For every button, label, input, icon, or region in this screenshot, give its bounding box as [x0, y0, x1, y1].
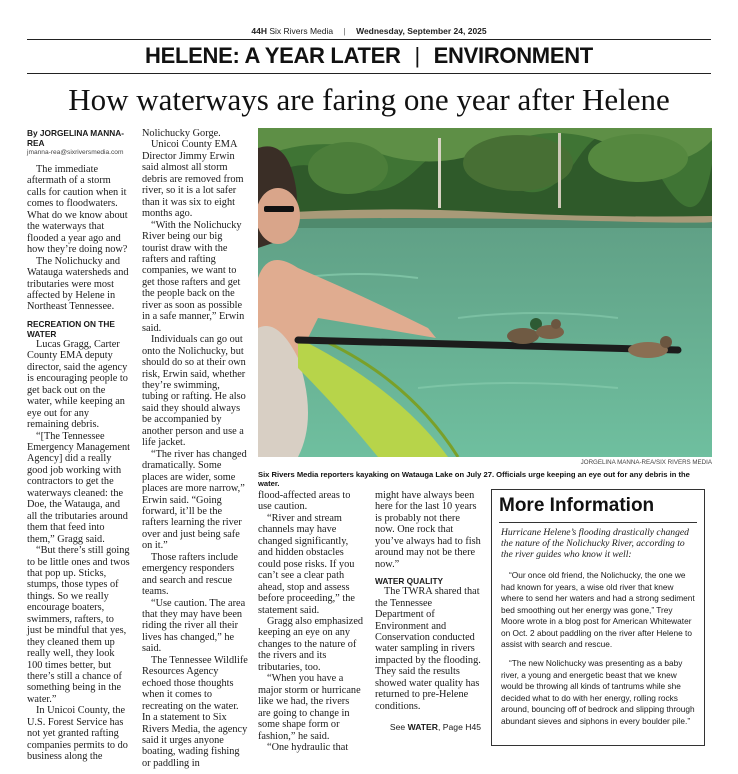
top-rule: [27, 39, 711, 40]
subhead-water-quality: WATER QUALITY: [375, 576, 444, 587]
photo-credit: JORGELINA MANNA-REA/SIX RIVERS MEDIA: [580, 459, 712, 466]
issue-date: Wednesday, September 24, 2025: [356, 26, 487, 36]
paragraph: The Tennessee Wildlife Resources Agency echoed those thoughts when it comes to recreating on the water. In a statement to Six Rivers Media, the agency said it urges anyone boating, wading fishing or paddling in: [142, 654, 248, 769]
section-divider: |: [414, 43, 420, 68]
kayak-photo-illustration: [258, 128, 712, 457]
subhead-recreation: RECREATION ON THE WATER: [27, 318, 115, 339]
infobox-quote-1: “Our once old friend, the Nolichucky, the one we had known for years, a wise old river that knew where to send her waters and had a strong sediment bed smoothing out her energy was gone,” Trey Moore wrote in a blog post for American Whitewater on Oct. 2 about paddling on the river after Helene to assist with search and rescue.: [501, 570, 695, 649]
article-column-1: [27, 128, 131, 763]
paragraph: might have always been here for the last 10 years is probably not there now. One rock that you’ve always had to fish around may not be there now.”: [375, 490, 481, 570]
section-right: ENVIRONMENT: [433, 43, 593, 68]
paragraph: Gragg also emphasized keeping an eye on any changes to the nature of the rivers and its tributaries, too.: [258, 615, 364, 673]
author-email[interactable]: jmanna-rea@sixriversmedia.com: [27, 149, 124, 156]
paragraph: flood-affected areas to use caution.: [258, 490, 351, 513]
infobox-quote-2: “The new Nolichucky was presenting as a baby river, a young and energetic beast that we knew would be throwing all kinds of tantrums while she decided what to do with her energy, rolling rocks around, bouncing off of bedrock and slipping through abundant sieves and siphons in every boulder pile.”: [501, 658, 695, 726]
section-rule: [27, 73, 711, 74]
article-column-4: [375, 490, 481, 734]
paragraph: Those rafters include emergency responders and search and rescue teams.: [142, 551, 238, 598]
publication-name: Six Rivers Media: [269, 26, 334, 36]
paragraph: Lucas Gragg, Carter County EMA deputy director, said the agency is encouraging people to get back out on the water, while keeping an eye out for any remaining debris.: [27, 338, 128, 431]
paragraph: The immediate aftermath of a storm calls for caution when it comes to floodwaters. What do we know about the waterways that flooded a year ago and how they’re doing now?: [27, 164, 128, 256]
section-banner: [0, 43, 738, 69]
kayak-photo: [258, 128, 712, 457]
article-column-3: [258, 490, 364, 753]
byline: By JORGELINA MANNA-REA: [27, 128, 124, 148]
jump-word: WATER: [407, 722, 438, 733]
paragraph: “River and stream channels may have changed significantly, and hidden obstacles could pose risks. If you can’t see a clear path ahead, stop and assess before proceeding,” the statement said.: [258, 512, 355, 616]
infobox-rule: [499, 522, 697, 523]
paragraph: “Use caution. The area that they may have been riding the river all their lives has changed,” he said.: [142, 597, 246, 655]
article-column-2: [142, 128, 248, 769]
paragraph: The TWRA shared that the Tennessee Department of Environment and Conservation conducted water sampling in rivers impacted by the flooding. They said the results showed water quality has returned to pre-Helene conditions.: [375, 586, 481, 712]
paragraph: Unicoi County EMA Director Jimmy Erwin said almost all storm debris are removed from river, so it is a lot safer than it was six to eight months ago.: [142, 139, 244, 220]
paragraph: Nolichucky Gorge.: [142, 128, 221, 139]
infobox-lead: Hurricane Helene’s flooding drastically changed the nature of the Nolichucky River, according to the river guides who know it well:: [501, 527, 689, 560]
paragraph: “The river has changed dramatically. Some places are wider, some places are more narrow,” Erwin said. “Going forward, it’ll be the rafters learning the river over and just being safe on it.”: [142, 448, 247, 552]
page-number: 44H: [251, 26, 267, 36]
folio-line: [0, 26, 738, 36]
section-left: HELENE: A YEAR LATER: [145, 43, 401, 68]
paragraph: “When you have a major storm or hurricane like we had, the rivers are going to change in some shape form or fashion,” he said.: [258, 673, 361, 742]
jump-prefix: See: [389, 722, 406, 733]
paragraph: “One hydraulic that: [267, 741, 349, 753]
folio-separator: |: [343, 26, 346, 36]
headline: How waterways are faring one year after Helene: [68, 82, 670, 117]
jump-line[interactable]: [375, 722, 481, 733]
photo-caption: Six Rivers Media reporters kayaking on Watauga Lake on July 27. Officials urge keeping an eye out for any debris in the water.: [258, 470, 690, 488]
paragraph: Individuals can go out onto the Nolichucky, but should do so at their own risk, Erwin said, whether they’re swimming, tubing or rafting. He also said they should always be accompanied by another person and use a life jacket.: [142, 334, 246, 449]
paragraph: “But there’s still going to be little ones and twos that pop up. Sticks, stumps, those types of things. So we really encourage boaters, swimmers, rafters, to just be mindful that yes, they cleaned them up really well, they look 100 times better, but there’s still a chance of something being in the water.”: [27, 545, 130, 705]
paragraph: “With the Nolichucky River being our big tourist draw with the rafters and rafting companies, we want to get those rafters and get the people back on the river as soon as possible in a safe manner,” Erwin said.: [142, 219, 245, 334]
paragraph: The Nolichucky and Watauga watersheds and tributaries were most affected by Helene in Northeast Tennessee.: [27, 255, 129, 313]
paragraph: In Unicoi County, the U.S. Forest Service has not yet granted rafting companies permits to do business along the: [27, 705, 128, 763]
infobox-title: More Information: [499, 495, 655, 516]
jump-suffix: , Page H45: [438, 722, 481, 733]
more-information-box: [491, 489, 705, 746]
paragraph: “[The Tennessee Emergency Management Agency] did a really good job working with contractors to get the waterways cleaned: the Doe, the Watauga, and all the tributaries around them that feed into them,” Gragg said.: [27, 430, 131, 545]
